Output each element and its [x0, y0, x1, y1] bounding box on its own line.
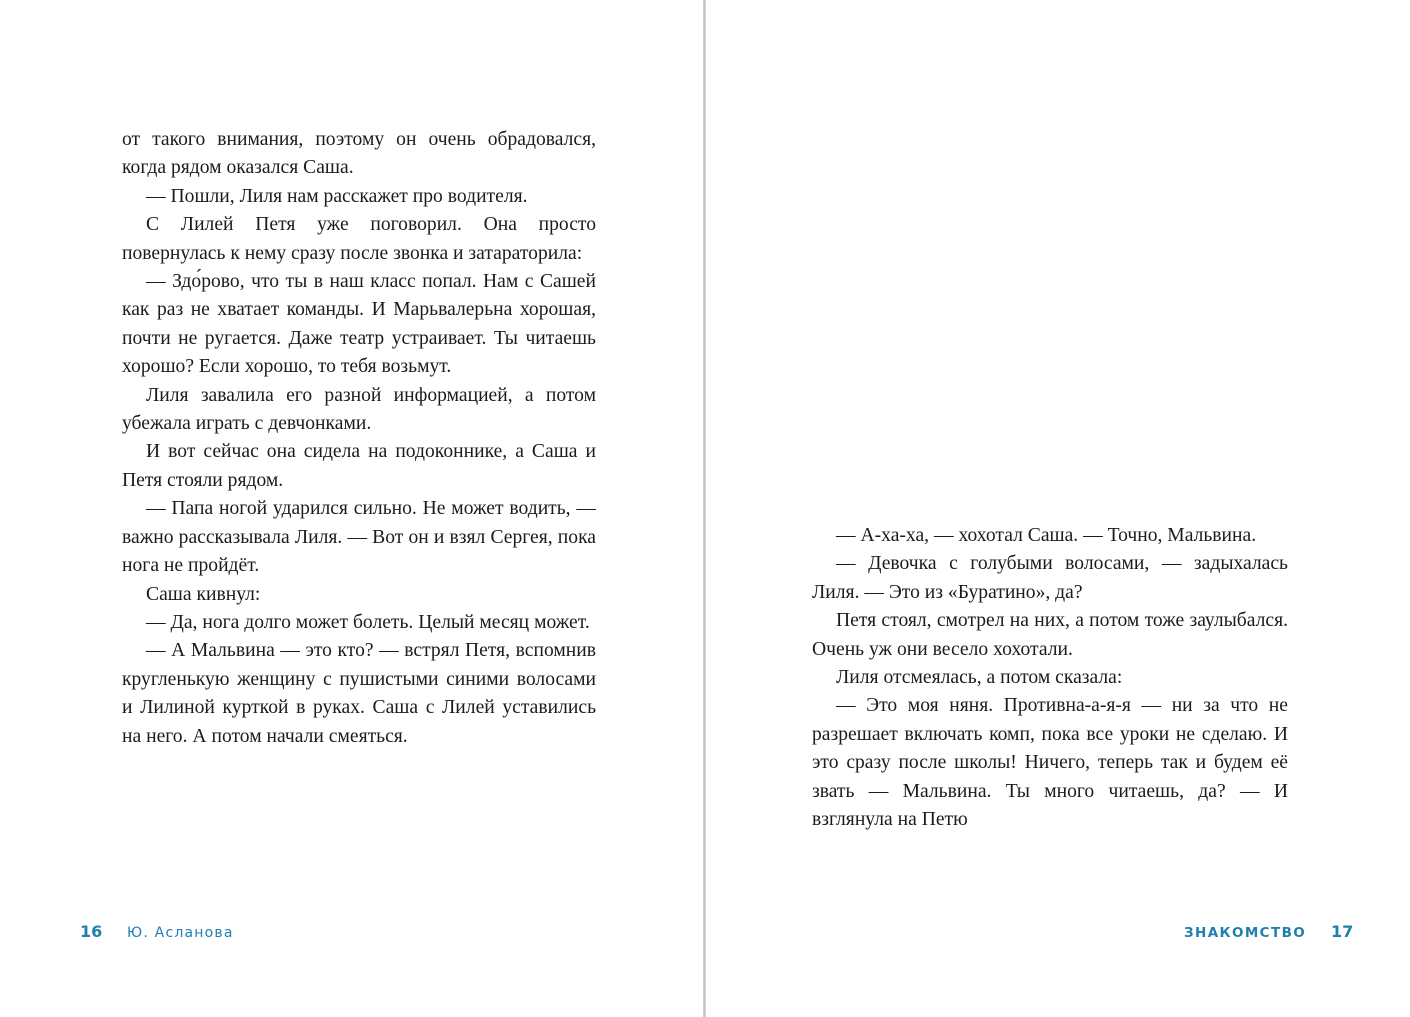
paragraph: — Папа ногой ударился сильно. Не может водить, — важно рассказывала Лиля. — Вот он и взял Сергея, пока нога не пройдёт. [122, 498, 596, 577]
paragraph: С Лилей Петя уже поговорил. Она просто повернулась к нему сразу после звонка и затараторила: [122, 214, 596, 264]
paragraph: — Да, нога долго может болеть. Целый месяц может. [146, 611, 590, 633]
paragraph: — Пошли, Лиля нам расскажет про водителя. [146, 185, 528, 207]
left-footer [80, 920, 234, 945]
running-head-author: Ю. Асланова [127, 925, 234, 941]
paragraph: — Это моя няня. Противна-а-я-я — ни за что не разрешает включать комп, пока все уроки не сделаю. И это сразу после школы! Ничего, теперь так и будем её звать — Мальвина. Ты много читаешь, да? — И взглянула на Петю [812, 695, 1288, 831]
paragraph: И вот сейчас она сидела на подоконнике, а Саша и Петя стояли рядом. [122, 441, 596, 491]
page-number: 17 [1330, 922, 1354, 941]
paragraph: — А Мальвина — это кто? — встрял Петя, вспомнив кругленькую женщину с пушистыми синими волосами и Лилиной курткой в руках. Саша с Лилей уставились на него. А потом начали смеяться. [122, 640, 596, 747]
paragraph: Лиля отсмеялась, а потом сказала: [836, 667, 1123, 689]
running-head-chapter: ЗНАКОМСТВО [1184, 925, 1307, 941]
paragraph: Петя стоял, смотрел на них, а потом тоже заулыбался. Очень уж они весело хохотали. [812, 610, 1288, 660]
paragraph: — Девочка с голубыми волосами, — задыхалась Лиля. — Это из «Буратино», да? [812, 553, 1288, 603]
right-page [706, 0, 1410, 1017]
left-page [0, 0, 704, 1017]
paragraph: Лиля завалила его разной информацией, а потом убежала играть с девчонками. [122, 384, 596, 435]
right-footer [1184, 920, 1353, 945]
paragraph: — Здо́рово, что ты в наш класс попал. Нам с Сашей как раз не хватает команды. И Марьвалерьна хорошая, почти не ругается. Даже театр устраивает. Ты читаешь хорошо? Если хорошо, то тебя возьмут. [122, 271, 596, 378]
page-number: 16 [80, 922, 103, 941]
right-page-text [812, 522, 1288, 834]
paragraph: — А-ха-ха, — хохотал Саша. — Точно, Мальвина. [836, 525, 1257, 546]
left-page-text [122, 126, 596, 751]
paragraph: от такого внимания, поэтому он очень обрадовался, когда рядом оказался Саша. [122, 129, 596, 179]
paragraph: Саша кивнул: [146, 583, 261, 605]
